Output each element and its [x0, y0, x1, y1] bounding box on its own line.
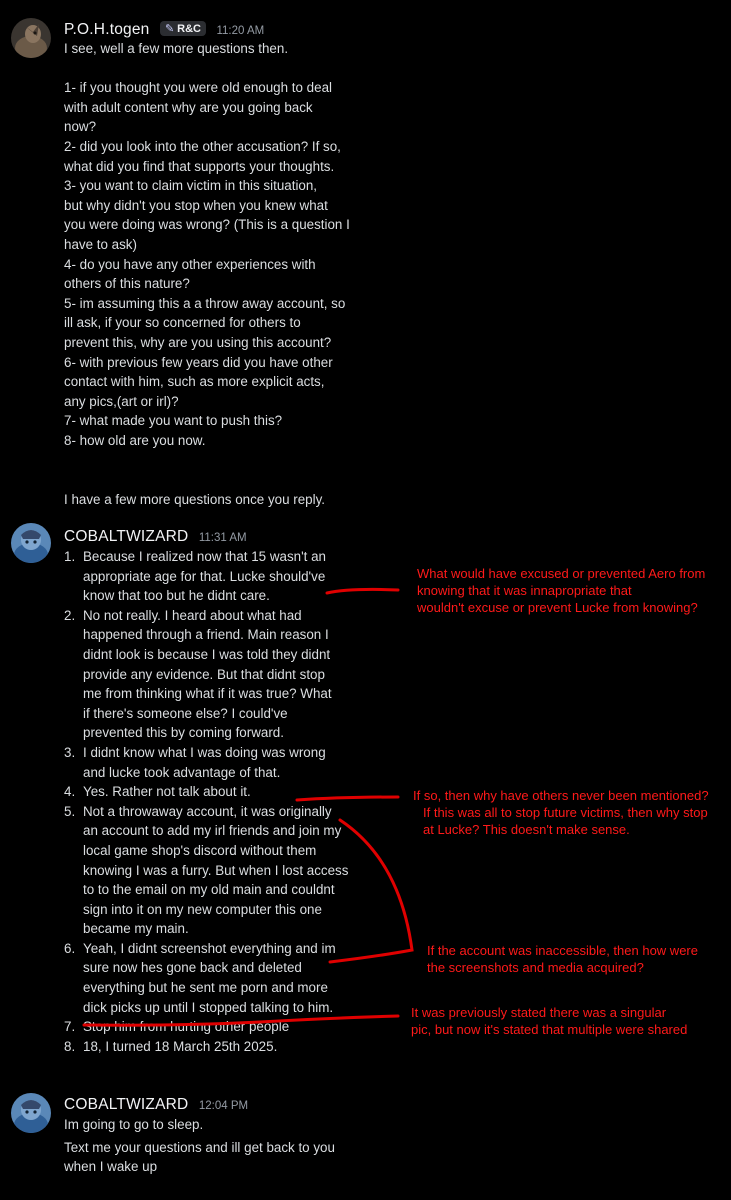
list-line: sign into it on my new computer this one [83, 901, 322, 917]
list-line: became my main. [83, 921, 189, 937]
list-line: provide any evidence. But that didnt stop [83, 666, 325, 682]
list-line: Stop him from hurting other people [83, 1019, 290, 1035]
list-line: Not a throwaway account, it was originally [83, 803, 332, 819]
annotation-line: wouldn't excuse or prevent Lucke from knowing? [417, 600, 698, 615]
list-line: me from thinking what if it was true? What [83, 686, 332, 702]
list-line: know that too but he didnt care. [83, 588, 270, 604]
message-line: prevent this, why are you using this account? [64, 334, 332, 350]
list-line: 18, I turned 18 March 25th 2025. [83, 1038, 278, 1054]
message-line: 3- you want to claim victim in this situation, [64, 178, 318, 194]
timestamp: 11:31 AM [198, 532, 247, 544]
message-line: but why didn't you stop when you knew what [64, 197, 328, 213]
annotation-note [411, 1004, 687, 1038]
pin-icon: ✎ [164, 23, 175, 35]
message-line: 6- with previous few years did you have other [64, 354, 333, 370]
underline-stroke [297, 797, 398, 800]
list-line: No not really. I heard about what had [83, 607, 302, 623]
message-line: any pics,(art or irl)? [64, 393, 179, 409]
list-number: 2. [64, 607, 76, 623]
annotation-line: It was previously stated there was a singular [411, 1005, 667, 1020]
annotation-line: If this was all to stop future victims, then why stop [423, 805, 708, 820]
list-number: 7. [64, 1019, 76, 1035]
username[interactable]: COBALTWIZARD [64, 1096, 189, 1113]
message-line: 4- do you have any other experiences with [64, 256, 316, 272]
list-line: Because I realized now that 15 wasn't an [83, 549, 326, 564]
username[interactable]: P.O.H.togen [64, 21, 150, 38]
message-line: when I wake up [64, 1159, 158, 1175]
list-number: 8. [64, 1038, 76, 1054]
annotation-line: pic, but now it's stated that multiple were shared [411, 1022, 688, 1037]
list-line: to to the email on my old main and couldnt [83, 882, 335, 898]
list-number: 5. [64, 803, 76, 819]
annotation-line: If so, then why have others never been mentioned? [413, 788, 709, 803]
message-line: I see, well a few more questions then. [64, 41, 289, 56]
bracket-stroke [330, 820, 412, 962]
list-line: and lucke took advantage of that. [83, 764, 281, 780]
list-number: 3. [64, 744, 76, 760]
annotation-line: knowing that it was innapropriate that [417, 583, 632, 598]
annotation-line: at Lucke? This doesn't make sense. [423, 822, 630, 837]
message-line: what did you find that supports your thoughts. [64, 158, 335, 174]
list-line: dick picks up until I stopped talking to him. [83, 999, 334, 1015]
list-number: 1. [64, 549, 76, 564]
list-line: everything but he sent me porn and more [83, 980, 328, 996]
message-line: ill ask, if your so concerned for others to [64, 315, 301, 331]
list-line: Yeah, I didnt screenshot everything and im [83, 940, 336, 956]
message-line: 1- if you thought you were old enough to deal [64, 80, 333, 96]
list-line: if there's someone else? I could've [83, 705, 288, 721]
message-line: Im going to go to sleep. [64, 1117, 204, 1132]
list-line: sure now hes gone back and deleted [83, 960, 302, 976]
annotation-note [417, 565, 705, 616]
annotation-note [427, 942, 698, 976]
underline-stroke [327, 589, 398, 593]
message-line: 7- what made you want to push this? [64, 413, 283, 429]
list-number: 6. [64, 940, 76, 956]
list-line: local game shop's discord without them [83, 842, 317, 858]
message-line: with adult content why are you going back [64, 99, 313, 115]
list-number: 4. [64, 784, 76, 800]
message-line: Text me your questions and ill get back to you [64, 1139, 335, 1155]
timestamp: 12:04 PM [198, 1100, 249, 1112]
annotation-line: the screenshots and media acquired? [427, 960, 644, 975]
message-line: have to ask) [64, 236, 137, 252]
timestamp: 11:20 AM [216, 25, 265, 37]
message-line: contact with him, such as more explicit acts, [64, 374, 325, 390]
message-line: 5- im assuming this a a throw away account, so [64, 295, 346, 311]
message-line: 8- how old are you now. [64, 432, 206, 448]
message-line: I have a few more questions once you reply. [64, 491, 326, 507]
annotation-line: If the account was inaccessible, then how were [427, 943, 698, 958]
message-line: others of this nature? [64, 276, 190, 292]
list-line: happened through a friend. Main reason I [83, 627, 329, 643]
annotation-line: What would have excused or prevented Aero from [417, 566, 706, 581]
role-badge-label: R&C [177, 23, 202, 35]
underline-stroke [84, 1016, 398, 1025]
message-line: you were doing was wrong? (This is a question I [64, 217, 350, 233]
list-line: I didnt know what I was doing was wrong [83, 744, 326, 760]
annotation-note [413, 787, 709, 838]
username[interactable]: COBALTWIZARD [64, 528, 189, 545]
list-line: didnt look is because I was told they didnt [83, 646, 331, 662]
list-line: an account to add my irl friends and join my [83, 823, 342, 839]
list-line: Yes. Rather not talk about it. [83, 784, 251, 800]
list-line: appropriate age for that. Lucke should've [83, 568, 326, 584]
list-line: prevented this by coming forward. [83, 725, 284, 741]
list-line: knowing I was a furry. But when I lost access [83, 862, 349, 878]
message-line: now? [64, 119, 97, 135]
message-line: 2- did you look into the other accusation? If so, [64, 138, 341, 154]
